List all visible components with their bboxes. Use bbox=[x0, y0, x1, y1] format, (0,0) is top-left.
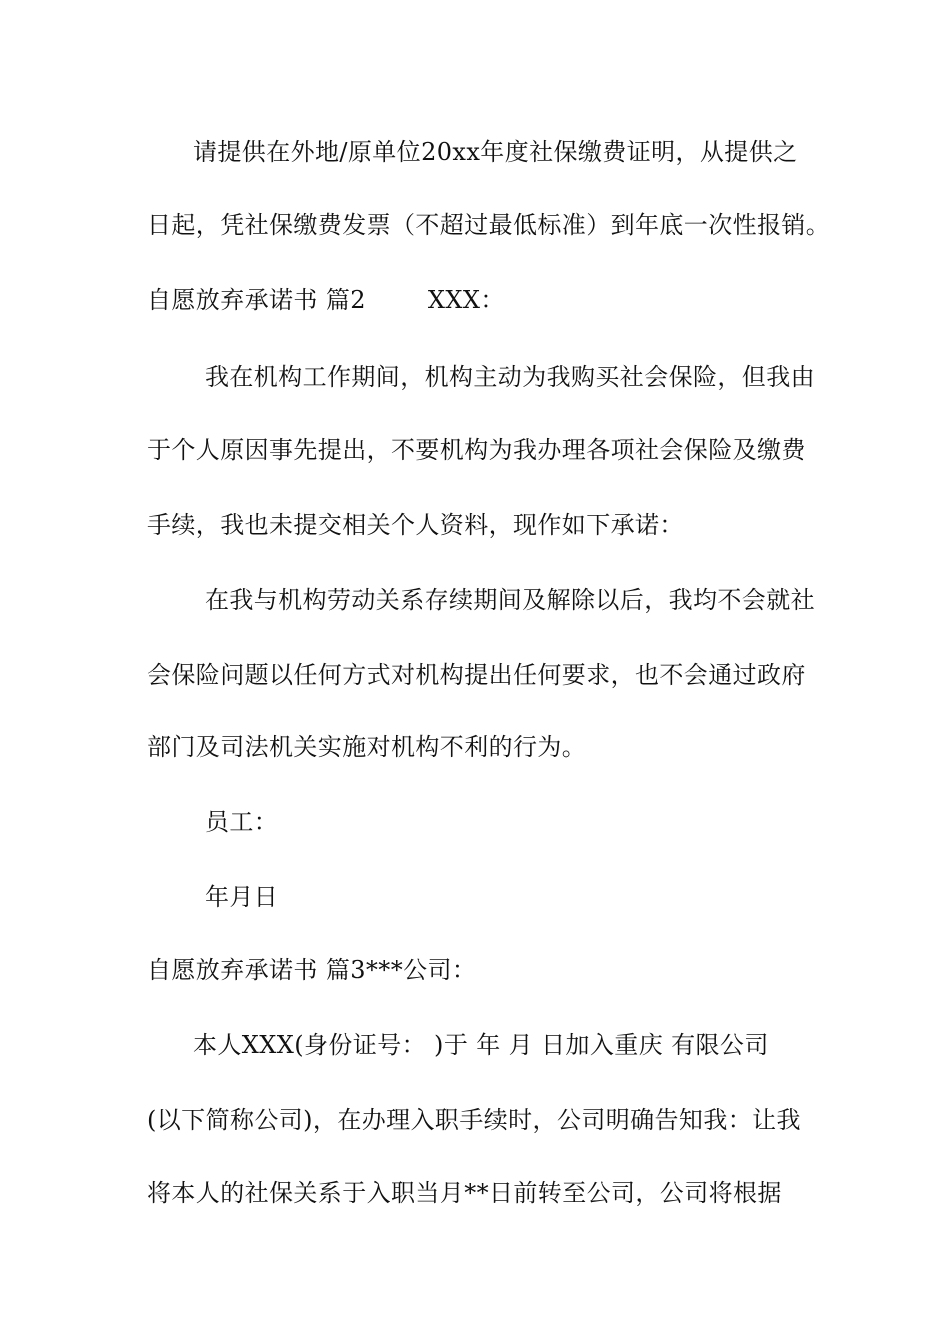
paragraph-line: 手续，我也未提交相关个人资料，现作如下承诺： bbox=[147, 511, 684, 539]
paragraph-line: 部门及司法机关实施对机构不利的行为。 bbox=[147, 733, 587, 761]
paragraph-line: 请提供在外地/原单位20xx年度社保缴费证明，从提供之 bbox=[193, 138, 798, 166]
paragraph-line: 我在机构工作期间，机构主动为我购买社会保险，但我由 bbox=[205, 363, 815, 391]
addressee: XXX： bbox=[427, 286, 505, 314]
section-heading-line bbox=[147, 280, 812, 320]
paragraph-line: 于个人原因事先提出，不要机构为我办理各项社会保险及缴费 bbox=[147, 436, 806, 464]
paragraph-line: 日起，凭社保缴费发票（不超过最低标准）到年底一次性报销。 bbox=[147, 211, 831, 239]
paragraph-line: 将本人的社保关系于入职当月**日前转至公司，公司将根据 bbox=[147, 1179, 782, 1207]
paragraph-line: 会保险问题以任何方式对机构提出任何要求，也不会通过政府 bbox=[147, 661, 806, 689]
paragraph-line: (以下简称公司)，在办理入职手续时，公司明确告知我：让我 bbox=[147, 1106, 801, 1134]
section-heading: 自愿放弃承诺书 篇3***公司： bbox=[147, 956, 477, 984]
paragraph-line: 本人XXX(身份证号： )于 年 月 日加入重庆 有限公司 bbox=[193, 1031, 769, 1059]
section-heading: 自愿放弃承诺书 篇2 bbox=[147, 286, 366, 314]
signature-employee: 员工： bbox=[205, 808, 279, 836]
paragraph-line: 在我与机构劳动关系存续期间及解除以后，我均不会就社 bbox=[205, 586, 815, 614]
signature-date: 年月日 bbox=[205, 883, 279, 911]
